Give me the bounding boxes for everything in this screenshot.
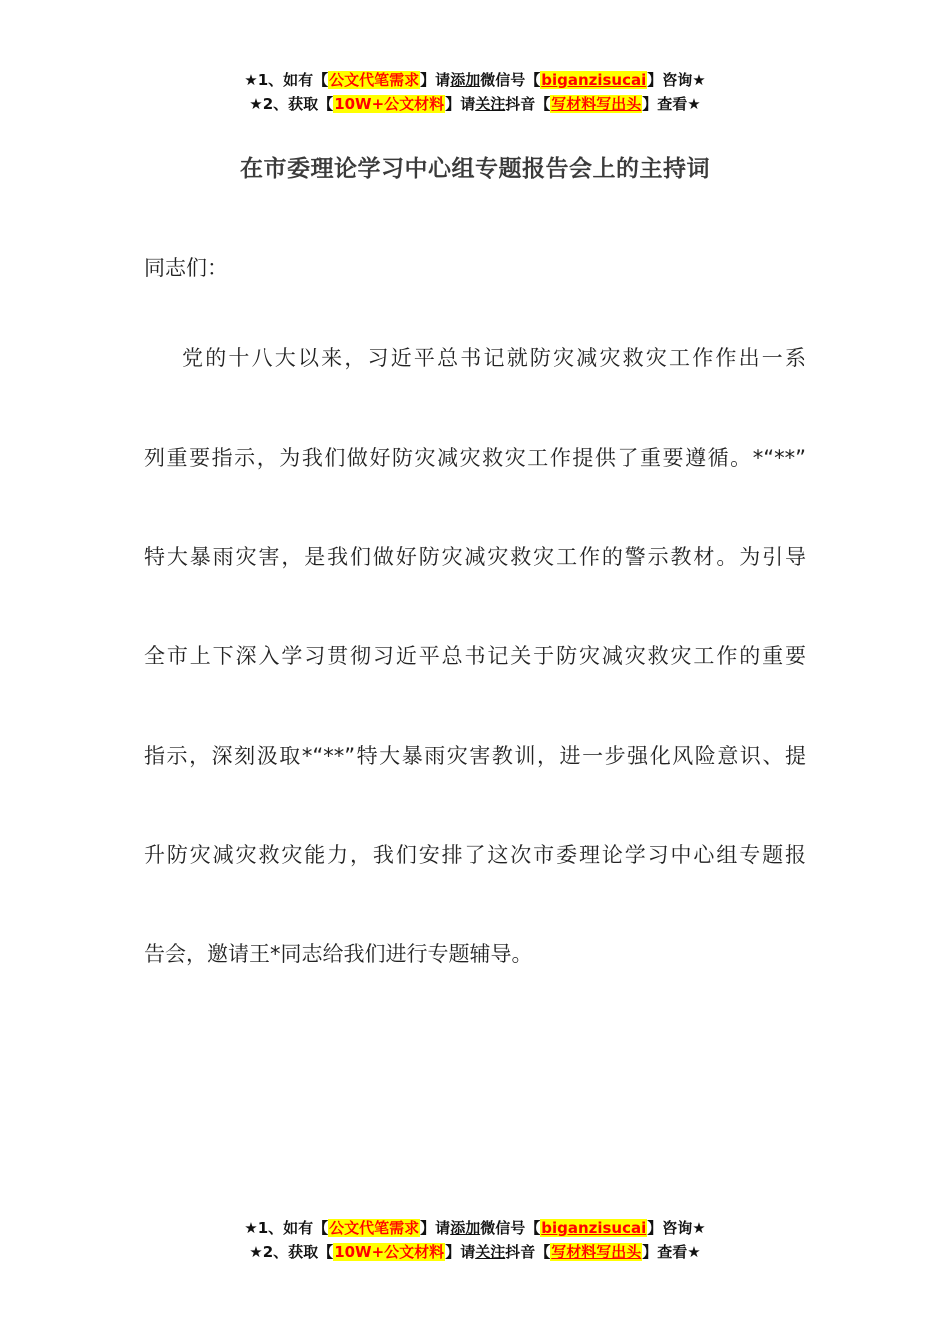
promo-text: ★1、如有【 — [244, 71, 329, 89]
promo-highlight: 公文代笔需求 — [329, 71, 420, 89]
wechat-id-link[interactable]: biganzisucai — [541, 1219, 647, 1237]
promo-text: 】查看★ — [642, 95, 701, 113]
promo-underlined: 关注 — [475, 1243, 506, 1261]
promo-text: ★1、如有【 — [244, 1219, 329, 1237]
salutation: 同志们： — [144, 256, 228, 280]
body-line: 告会，邀请王*同志给我们进行专题辅导。 — [144, 942, 533, 966]
promo-text: 微信号【 — [480, 1219, 541, 1237]
promo-line-2 — [0, 1240, 950, 1264]
wechat-id-link[interactable]: biganzisucai — [541, 71, 647, 89]
promo-text: 】查看★ — [642, 1243, 701, 1261]
promo-underlined: 添加 — [450, 1219, 481, 1237]
douyin-account-link[interactable]: 写材料写出头 — [551, 95, 642, 113]
promo-text: 】请 — [420, 1219, 451, 1237]
promo-text: 】咨询★ — [647, 71, 706, 89]
douyin-account-link[interactable]: 写材料写出头 — [551, 1243, 642, 1261]
promo-text: 】请 — [445, 95, 476, 113]
body-line: 指示，深刻汲取*“**”特大暴雨灾害教训，进一步强化风险意识、提 — [144, 744, 806, 768]
header-promo-banner — [0, 68, 950, 116]
promo-underlined: 添加 — [450, 71, 481, 89]
promo-line-1 — [0, 68, 950, 92]
promo-line-1 — [0, 1216, 950, 1240]
promo-text: 微信号【 — [480, 71, 541, 89]
promo-highlight: 公文代笔需求 — [329, 1219, 420, 1237]
promo-highlight: 10W+公文材料 — [334, 95, 445, 113]
footer-promo-banner — [0, 1216, 950, 1264]
document-title: 在市委理论学习中心组专题报告会上的主持词 — [240, 156, 710, 182]
promo-text: ★2、获取【 — [249, 1243, 334, 1261]
body-line: 全市上下深入学习贯彻习近平总书记关于防灾减灾救灾工作的重要 — [144, 644, 806, 668]
promo-text: 】请 — [420, 71, 451, 89]
body-line: 升防灾减灾救灾能力，我们安排了这次市委理论学习中心组专题报 — [144, 843, 806, 867]
promo-line-2 — [0, 92, 950, 116]
body-line: 特大暴雨灾害，是我们做好防灾减灾救灾工作的警示教材。为引导 — [144, 545, 806, 569]
body-line: 列重要指示，为我们做好防灾减灾救灾工作提供了重要遵循。*“**” — [144, 446, 806, 470]
promo-text: 】请 — [445, 1243, 476, 1261]
promo-highlight: 10W+公文材料 — [334, 1243, 445, 1261]
promo-text: 抖音【 — [505, 95, 551, 113]
promo-text: ★2、获取【 — [249, 95, 334, 113]
body-line: 党的十八大以来，习近平总书记就防灾减灾救灾工作作出一系 — [182, 346, 806, 370]
promo-text: 】咨询★ — [647, 1219, 706, 1237]
promo-underlined: 关注 — [475, 95, 506, 113]
promo-text: 抖音【 — [505, 1243, 551, 1261]
